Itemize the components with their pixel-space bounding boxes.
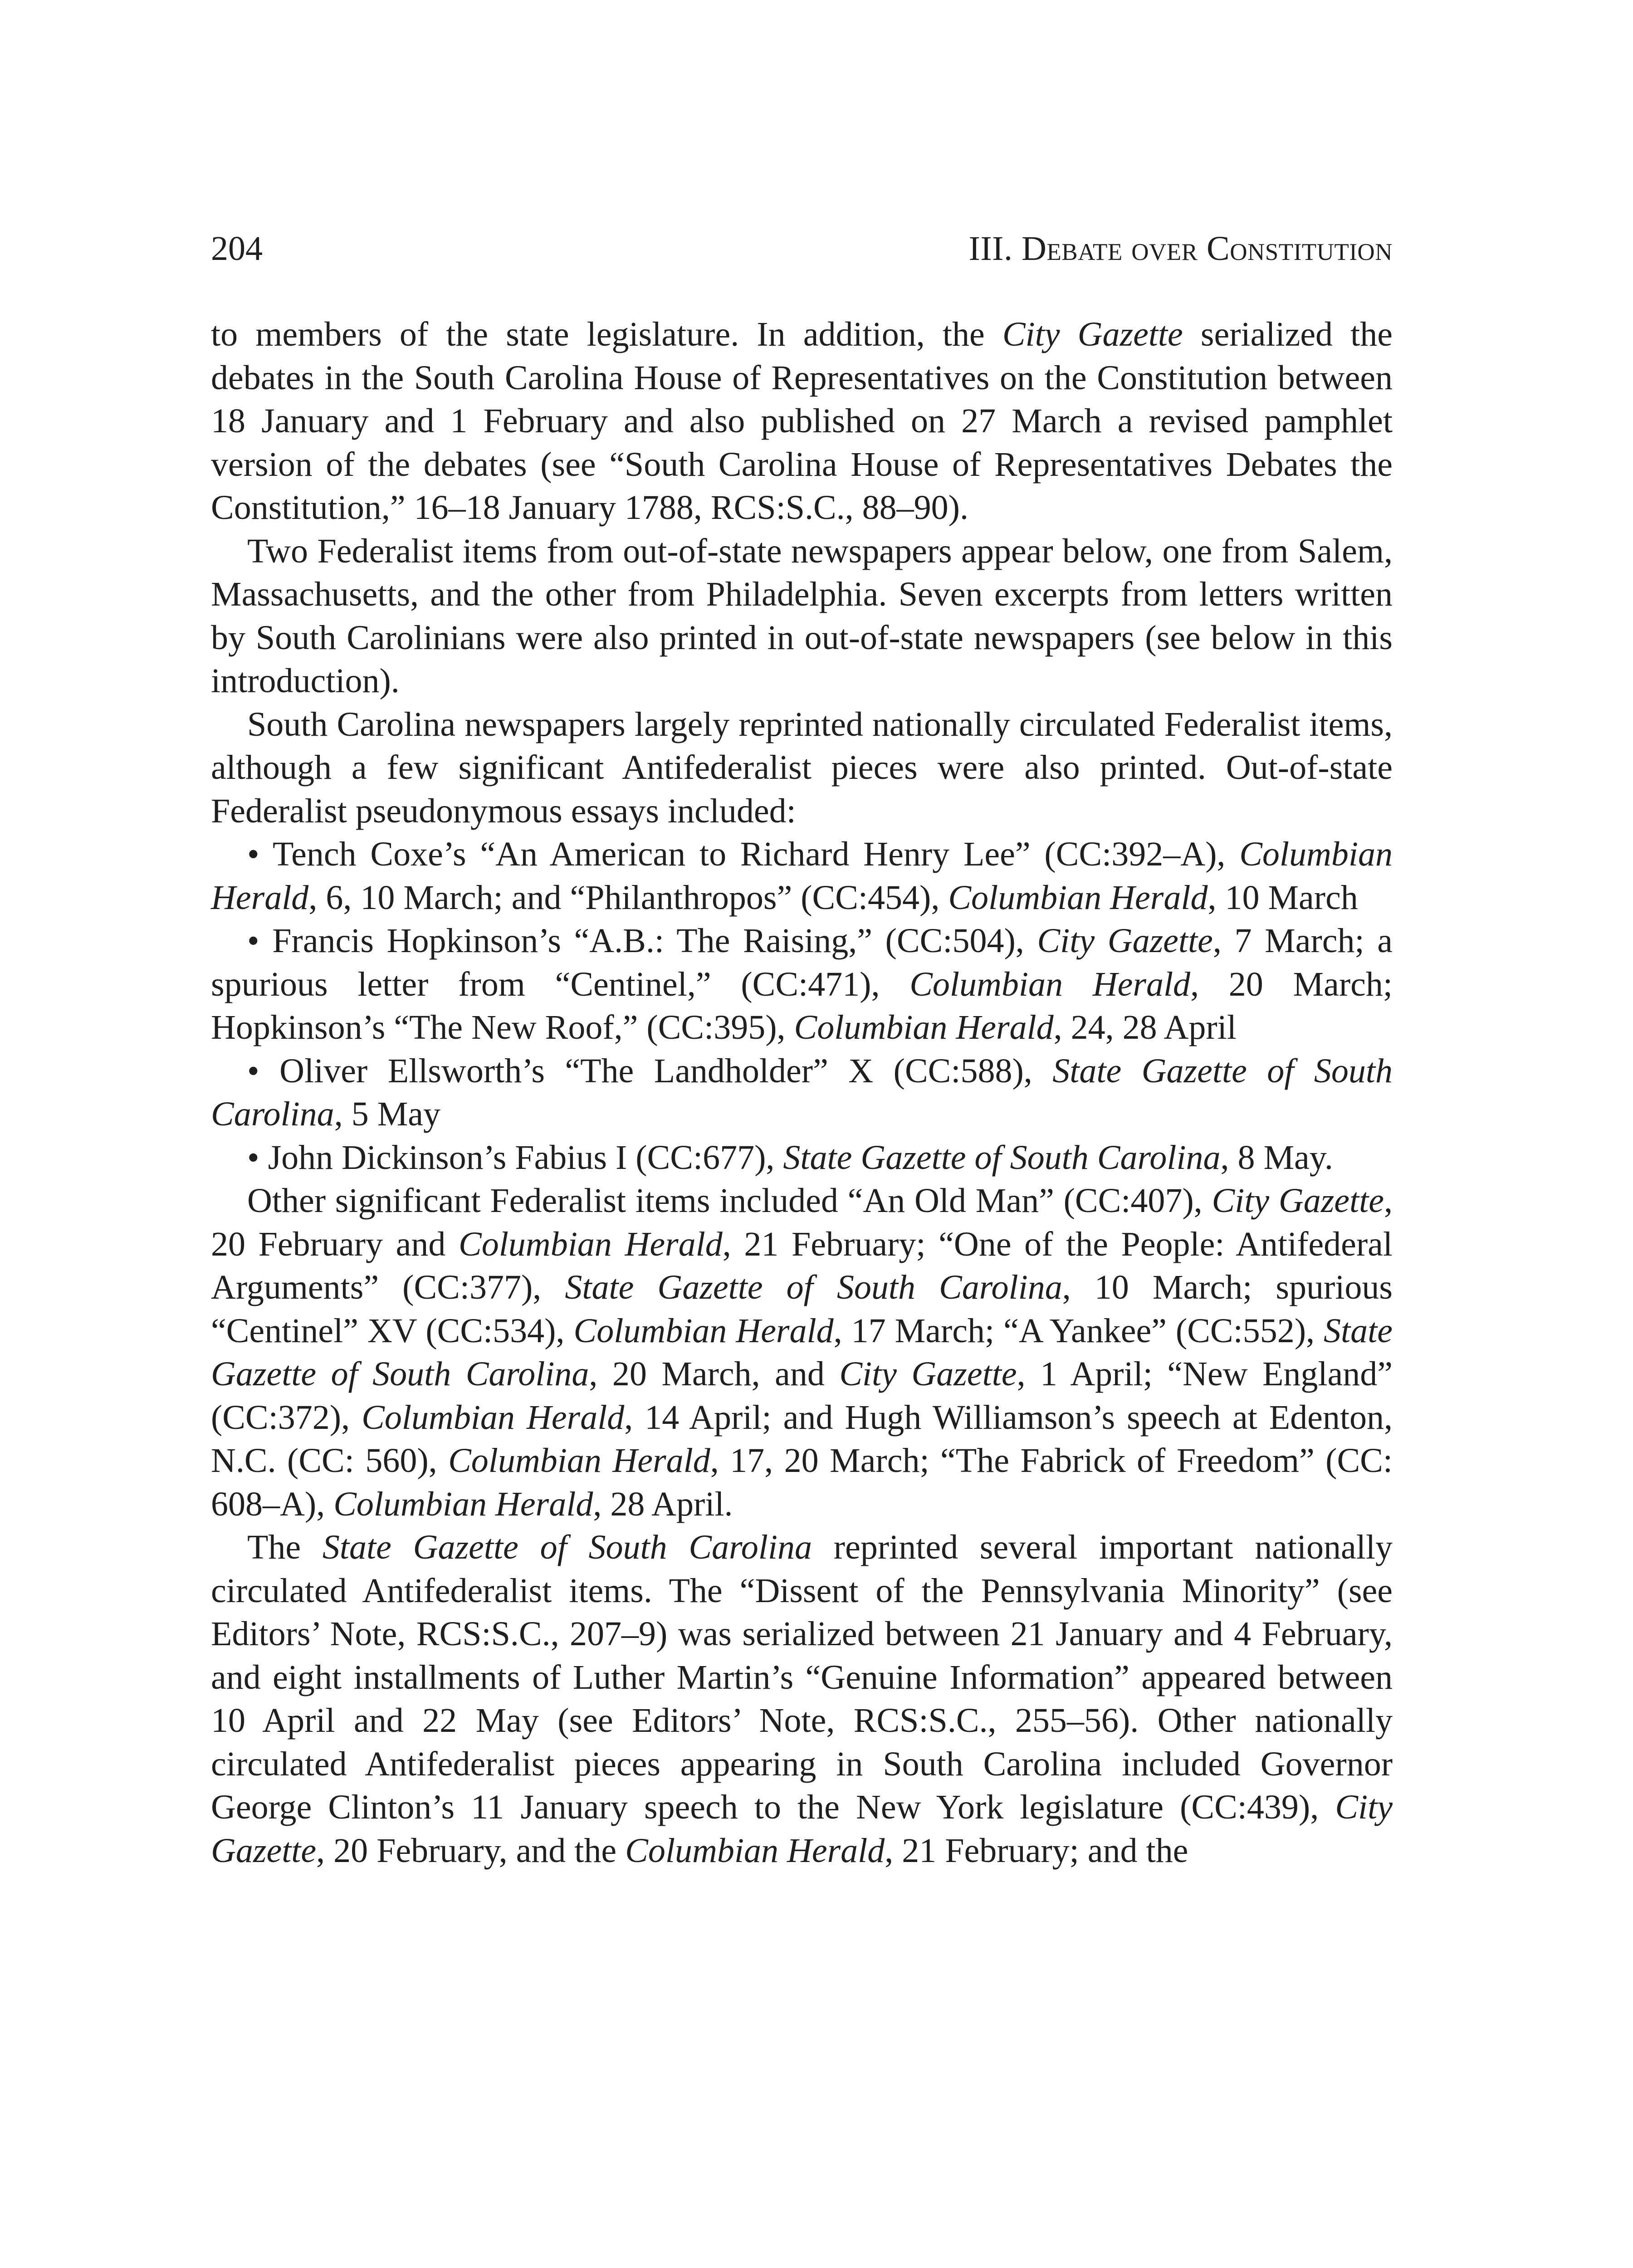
bullet-item <box>211 833 1393 919</box>
paragraph <box>211 703 1393 833</box>
italic-title: Columbian Herald <box>573 1311 834 1350</box>
text-run: , 24, 28 April <box>1053 1008 1237 1046</box>
section-title: III. Debate over Constitution <box>968 230 1393 268</box>
italic-title: City Gazette <box>1037 922 1213 960</box>
text-run: • Tench Coxe’s “An American to Richard Henry Lee” (CC:392–A), <box>247 835 1240 873</box>
text-run: • Francis Hopkinson’s “A.B.: The Raising,” (CC:504), <box>247 922 1037 960</box>
italic-title: Columbian Herald <box>625 1831 885 1870</box>
text-run: , 6, 10 March; and “Philanthropos” (CC:454), <box>308 878 949 917</box>
italic-title: Columbian Herald <box>948 878 1208 917</box>
text-run: , 21 February; and the <box>885 1831 1188 1870</box>
text-run: • Oliver Ellsworth’s “The Landholder” X (CC:588), <box>247 1051 1053 1090</box>
italic-title: Columbian Herald <box>459 1225 723 1263</box>
text-run: , 1 April; “New England” (CC:372), <box>211 1355 1393 1437</box>
italic-title: State Gazette of South Carolina <box>565 1268 1062 1306</box>
italic-title: State Gazette of South Carolina <box>322 1528 812 1566</box>
text-run: , 17, 20 March; “The Fabrick of Freedom” (CC: 608–A), <box>211 1442 1393 1523</box>
text-run: , 20 March, and <box>589 1355 840 1393</box>
text-run: , 5 May <box>334 1095 440 1133</box>
text-run: , 10 March <box>1208 878 1358 917</box>
italic-title: City Gazette <box>1002 315 1183 353</box>
italic-title: City Gazette <box>211 1788 1393 1870</box>
text-run: to members of the state legislature. In addition, the <box>211 315 1002 353</box>
paragraph <box>211 1526 1393 1872</box>
italic-title: State Gazette of South Carolina <box>211 1051 1393 1133</box>
italic-title: Columbian Herald <box>211 835 1393 917</box>
italic-title: City Gazette <box>839 1355 1017 1393</box>
text-run: reprinted several important nationally circulated Antifederalist items. The “Dissent of the Pennsylvania Minority” (see Editors’ Note, RCS:S.C., 207–9) was serialized between 21 January and 4 February, and eight installments of Luther Martin’s “Genuine Information” appeared between 10 April and 22 May (see Editors’ Note, RCS:S.C., 255–56). Other nationally circulated Antifederalist pieces appearing in South Carolina included Governor George Clinton’s 11 January speech to the New York legislature (CC:439), <box>211 1528 1393 1826</box>
paragraph <box>211 530 1393 703</box>
body-text <box>211 313 1393 2173</box>
text-run: , 28 April. <box>593 1485 733 1523</box>
italic-title: Columbian Herald <box>909 965 1191 1003</box>
text-run: The <box>247 1528 323 1566</box>
text-run: , 7 March; a spurious letter from “Centinel,” (CC:471), <box>211 922 1393 1003</box>
bullet-item <box>211 919 1393 1050</box>
text-run: serialized the debates in the South Carolina House of Representatives on the Constitution between 18 January and 1 February and also published on 27 March a revised pamphlet version of the debates (see “South Carolina House of Representatives Debates the Constitution,” 16–18 January 1788, RCS:S.C., 88–90). <box>211 315 1393 527</box>
italic-title: Columbian Herald <box>794 1008 1054 1046</box>
italic-title: Columbian Herald <box>362 1398 625 1437</box>
text-run: , 10 March; spurious “Centinel” XV (CC:534), <box>211 1268 1393 1350</box>
italic-title: State Gazette of South Carolina <box>211 1311 1393 1393</box>
text-run: , 20 March; Hopkinson’s “The New Roof,” (CC:395), <box>211 965 1393 1046</box>
text-run: , 8 May. <box>1220 1138 1333 1177</box>
bullet-item <box>211 1136 1393 1180</box>
italic-title: Columbian Herald <box>333 1485 593 1523</box>
paragraph <box>211 313 1393 530</box>
text-run: Other significant Federalist items included “An Old Man” (CC:407), <box>247 1182 1212 1220</box>
bullet-item <box>211 1050 1393 1136</box>
text-run: South Carolina newspapers largely reprinted nationally circulated Federalist items, although a few significant Antifederalist pieces were also printed. Out-of-state Federalist pseudonymous essays included: <box>211 705 1393 830</box>
text-run: , 20 February, and the <box>316 1831 626 1870</box>
paragraph <box>211 1179 1393 1526</box>
text-run: Two Federalist items from out-of-state newspapers appear below, one from Salem, Massachusetts, and the other from Philadelphia. Seven excerpts from letters written by South Carolinians were also printed in out-of-state newspapers (see below in this introduction). <box>211 532 1393 700</box>
italic-title: City Gazette <box>1212 1182 1384 1220</box>
text-run: , 17 March; “A Yankee” (CC:552), <box>833 1311 1324 1350</box>
text-run: , 21 February; “One of the People: Antifederal Arguments” (CC:377), <box>211 1225 1393 1306</box>
text-run: , 14 April; and Hugh Williamson’s speech at Edenton, N.C. (CC: 560), <box>211 1398 1393 1480</box>
text-run: , 20 February and <box>211 1182 1393 1263</box>
page-number: 204 <box>211 230 263 268</box>
text-run: • John Dickinson’s Fabius I (CC:677), <box>247 1138 783 1177</box>
italic-title: Columbian Herald <box>448 1442 710 1480</box>
running-head <box>211 221 1393 276</box>
italic-title: State Gazette of South Carolina <box>783 1138 1221 1177</box>
